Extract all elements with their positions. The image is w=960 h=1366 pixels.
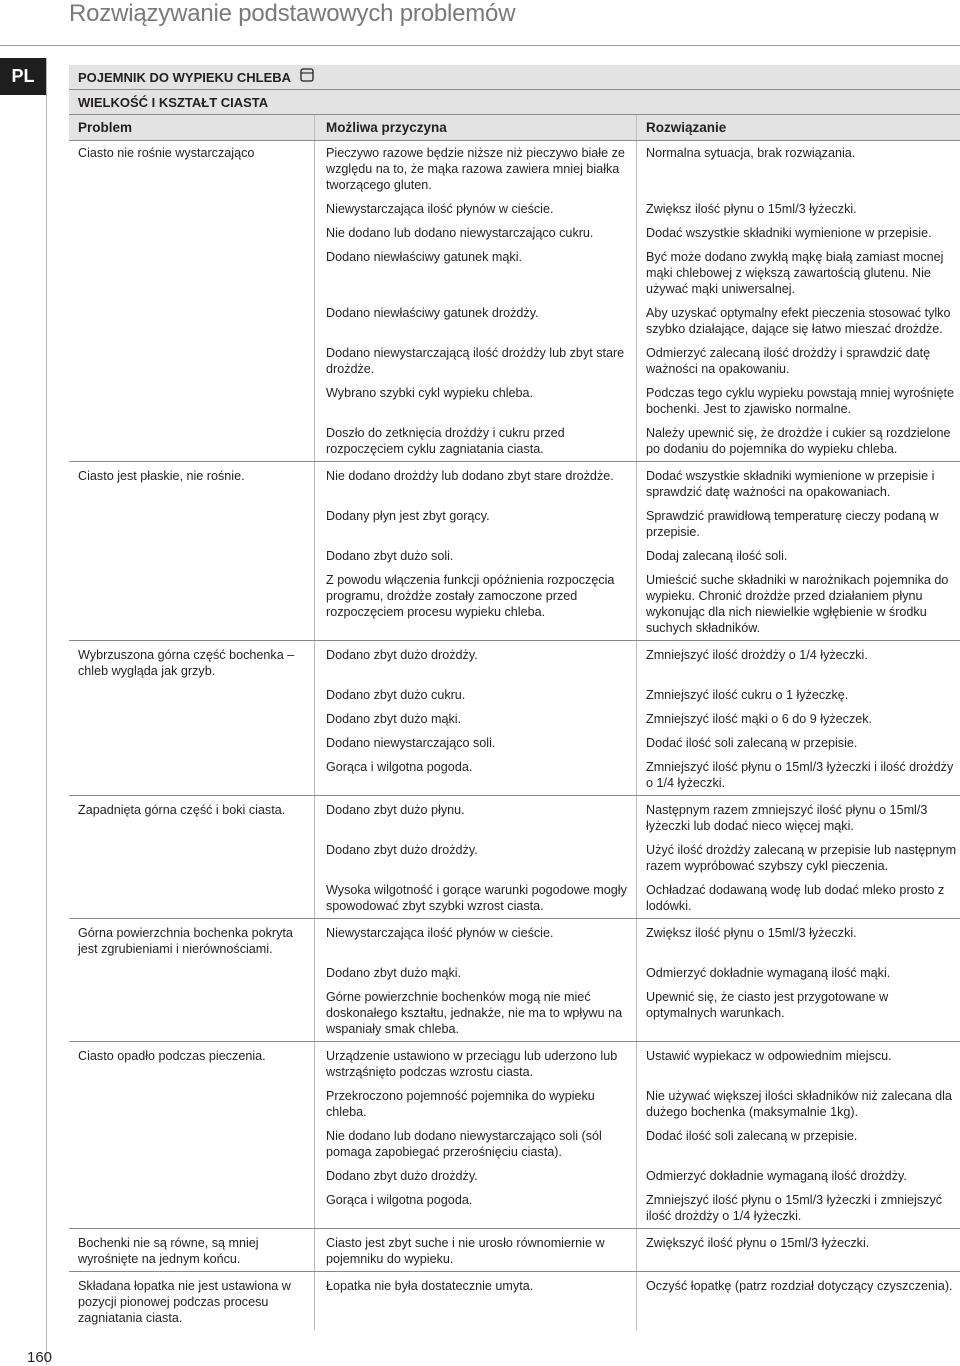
solution-cell: Sprawdzić prawidłową temperaturę cieczy podaną w przepisie.: [646, 509, 939, 539]
cause-cell: Dodano zbyt dużo cukru.: [315, 683, 637, 707]
table-row: [69, 301, 960, 341]
problem-cell: Ciasto jest płaskie, nie rośnie.: [69, 462, 315, 504]
problem-cell: [69, 1124, 315, 1164]
problem-cell: [69, 838, 315, 878]
cause-cell: Dodano niewystarczającą ilość drożdży lub zbyt stare drożdże.: [315, 341, 637, 381]
cause-cell: Z powodu włączenia funkcji opóźnienia rozpoczęcia programu, drożdże zostały zamoczone przed rozpoczęciem procesu wypieku chleba.: [315, 568, 637, 640]
table-row: [69, 795, 960, 838]
table-row: [69, 568, 960, 640]
problem-cell: [69, 985, 315, 1041]
solution-cell: Ochładzać dodawaną wodę lub dodać mleko prosto z lodówki.: [646, 883, 945, 913]
cause-cell: Ciasto jest zbyt suche i nie urosło równomiernie w pojemniku do wypieku.: [315, 1229, 637, 1271]
problem-cell: [69, 421, 315, 461]
solution-cell: Zmniejszyć ilość cukru o 1 łyżeczkę.: [646, 688, 849, 702]
cause-cell: Przekroczono pojemność pojemnika do wypieku chleba.: [315, 1084, 637, 1124]
cause-cell: Niewystarczająca ilość płynów w cieście.: [315, 197, 637, 221]
table-row: [69, 544, 960, 568]
solution-cell: Dodać wszystkie składniki wymienione w przepisie.: [646, 226, 932, 240]
table-row: [69, 221, 960, 245]
troubleshooting-section: [69, 58, 960, 1330]
section-title: POJEMNIK DO WYPIEKU CHLEBA: [78, 70, 291, 85]
problem-cell: Wybrzuszona górna część bochenka – chleb wygląda jak grzyb.: [69, 641, 315, 683]
cause-cell: Górne powierzchnie bochenków mogą nie mieć doskonałego kształtu, jednakże, nie ma to wpływu na wspaniały smak chleba.: [315, 985, 637, 1041]
solution-cell: Nie używać większej ilości składników niż zalecana dla dużego bochenka (maksymalnie 1kg).: [646, 1089, 952, 1119]
top-divider: [0, 45, 960, 46]
table-row: [69, 838, 960, 878]
table-row: [69, 1188, 960, 1228]
cause-cell: Łopatka nie była dostatecznie umyta.: [315, 1272, 637, 1330]
problem-cell: Bochenki nie są równe, są mniej wyrośnięte na jednym końcu.: [69, 1229, 315, 1271]
page-number: 160: [27, 1349, 53, 1366]
solution-cell: Następnym razem zmniejszyć ilość płynu o 15ml/3 łyżeczki lub dodać nieco więcej mąki.: [646, 803, 928, 833]
table-row: [69, 421, 960, 461]
solution-cell: Oczyść łopatkę (patrz rozdział dotyczący czyszczenia).: [646, 1279, 953, 1293]
cause-cell: Dodano niewystarczająco soli.: [315, 731, 637, 755]
table-row: [69, 1041, 960, 1084]
solution-cell: Ustawić wypiekacz w odpowiednim miejscu.: [646, 1049, 892, 1063]
problem-cell: [69, 504, 315, 544]
cause-cell: Dodano zbyt dużo mąki.: [315, 961, 637, 985]
solution-cell: Zwiększ ilość płynu o 15ml/3 łyżeczki.: [646, 202, 857, 216]
cause-cell: Dodano zbyt dużo drożdży.: [315, 838, 637, 878]
solution-cell: Odmierzyć dokładnie wymaganą ilość drożdży.: [646, 1169, 907, 1183]
problem-cell: Ciasto opadło podczas pieczenia.: [69, 1042, 315, 1084]
solution-cell: Być może dodano zwykłą mąkę białą zamiast mocnej mąki chlebowej z większą zawartością glutenu. Nie używać mąki uniwersalnej.: [646, 250, 944, 296]
column-header-solution: Rozwiązanie: [646, 120, 727, 135]
cause-cell: Gorąca i wilgotna pogoda.: [315, 755, 637, 795]
section-title-bar: [69, 65, 960, 90]
table-row: [69, 245, 960, 301]
cause-cell: Wysoka wilgotność i gorące warunki pogodowe mogły spowodować zbyt szybki wzrost ciasta.: [315, 878, 637, 918]
table-row: [69, 1271, 960, 1330]
cause-cell: Gorąca i wilgotna pogoda.: [315, 1188, 637, 1228]
solution-cell: Dodać ilość soli zalecaną w przepisie.: [646, 736, 858, 750]
table-row: [69, 918, 960, 961]
cause-cell: Dodany płyn jest zbyt gorący.: [315, 504, 637, 544]
solution-cell: Podczas tego cyklu wypieku powstają mniej wyrośnięte bochenki. Jest to zjawisko normalne.: [646, 386, 954, 416]
solution-cell: Upewnić się, że ciasto jest przygotowane w optymalnych warunkach.: [646, 990, 889, 1020]
problem-cell: [69, 878, 315, 918]
cause-cell: Doszło do zetknięcia drożdży i cukru przed rozpoczęciem cyklu zagniatania ciasta.: [315, 421, 637, 461]
solution-cell: Zmniejszyć ilość mąki o 6 do 9 łyżeczek.: [646, 712, 873, 726]
problem-cell: [69, 301, 315, 341]
table-row: [69, 961, 960, 985]
table-row: [69, 504, 960, 544]
cause-cell: Dodano zbyt dużo soli.: [315, 544, 637, 568]
language-tab: PL: [0, 58, 46, 95]
problem-cell: [69, 1164, 315, 1188]
page-title: Rozwiązywanie podstawowych problemów: [69, 0, 516, 27]
solution-cell: Zwiększ ilość płynu o 15ml/3 łyżeczki.: [646, 926, 857, 940]
solution-cell: Umieścić suche składniki w narożnikach pojemnika do wypieku. Chronić drożdże przed działaniem płynu wykonując dla nich niewielkie wgłębienie w środku suchych składników.: [646, 573, 949, 635]
solution-cell: Aby uzyskać optymalny efekt pieczenia stosować tylko szybko działające, dające się łatwo mieszać drożdże.: [646, 306, 951, 336]
cause-cell: Dodano niewłaściwy gatunek mąki.: [315, 245, 637, 301]
cause-cell: Dodano zbyt dużo mąki.: [315, 707, 637, 731]
solution-cell: Zmniejszyć ilość płynu o 15ml/3 łyżeczki i ilość drożdży o 1/4 łyżeczki.: [646, 760, 954, 790]
table-row: [69, 878, 960, 918]
problem-cell: [69, 961, 315, 985]
cause-cell: Nie dodano lub dodano niewystarczająco cukru.: [315, 221, 637, 245]
cause-cell: Dodano zbyt dużo płynu.: [315, 796, 637, 838]
problem-cell: [69, 568, 315, 640]
cause-cell: Pieczywo razowe będzie niższe niż pieczywo białe ze względu na to, że mąka razowa zawiera mniej białka tworzącego gluten.: [315, 141, 637, 197]
cause-cell: Dodano zbyt dużo drożdży.: [315, 641, 637, 683]
table-row: [69, 755, 960, 795]
solution-cell: Normalna sytuacja, brak rozwiązania.: [646, 146, 856, 160]
cause-cell: Wybrano szybki cykl wypieku chleba.: [315, 381, 637, 421]
table-row: [69, 707, 960, 731]
table-row: [69, 985, 960, 1041]
problem-cell: Składana łopatka nie jest ustawiona w pozycji pionowej podczas procesu zagniatania ciasta.: [69, 1272, 315, 1330]
subsection-title: WIELKOŚĆ I KSZTAŁT CIASTA: [78, 95, 269, 110]
problem-cell: [69, 707, 315, 731]
table-row: [69, 197, 960, 221]
table-body: [69, 141, 960, 1330]
cause-cell: Nie dodano drożdży lub dodano zbyt stare drożdże.: [315, 462, 637, 504]
table-row: [69, 1164, 960, 1188]
problem-cell: [69, 381, 315, 421]
solution-cell: Zmniejszyć ilość drożdży o 1/4 łyżeczki.: [646, 648, 868, 662]
problem-cell: [69, 197, 315, 221]
problem-cell: [69, 1084, 315, 1124]
table-header: [69, 115, 960, 141]
table-row: [69, 683, 960, 707]
cause-cell: Nie dodano lub dodano niewystarczająco soli (sól pomaga zapobiegać przerośnięciu ciasta).: [315, 1124, 637, 1164]
problem-cell: Górna powierzchnia bochenka pokryta jest zgrubieniami i nierównościami.: [69, 919, 315, 961]
problem-cell: [69, 245, 315, 301]
cause-cell: Niewystarczająca ilość płynów w cieście.: [315, 919, 637, 961]
solution-cell: Zmniejszyć ilość płynu o 15ml/3 łyżeczki i zmniejszyć ilość drożdży o 1/4 łyżeczki.: [646, 1193, 943, 1223]
table-row: [69, 640, 960, 683]
problem-cell: [69, 731, 315, 755]
cause-cell: Dodano niewłaściwy gatunek drożdży.: [315, 301, 637, 341]
problem-cell: [69, 683, 315, 707]
cause-cell: Dodano zbyt dużo drożdży.: [315, 1164, 637, 1188]
table-row: [69, 381, 960, 421]
problem-cell: [69, 544, 315, 568]
problem-cell: [69, 1188, 315, 1228]
bread-pan-icon: [300, 65, 314, 90]
table-row: [69, 1124, 960, 1164]
table-row: [69, 731, 960, 755]
cause-cell: Urządzenie ustawiono w przeciągu lub uderzono lub wstrząśnięto podczas wzrostu ciasta.: [315, 1042, 637, 1084]
solution-cell: Dodać ilość soli zalecaną w przepisie.: [646, 1129, 858, 1143]
solution-cell: Odmierzyć dokładnie wymaganą ilość mąki.: [646, 966, 891, 980]
table-row: [69, 461, 960, 504]
problem-cell: [69, 221, 315, 245]
table-row: [69, 1084, 960, 1124]
solution-cell: Zwiększyć ilość płynu o 15ml/3 łyżeczki.: [646, 1236, 870, 1250]
solution-cell: Użyć ilość drożdży zalecaną w przepisie lub następnym razem wypróbować szybszy cykl pieczenia.: [646, 843, 957, 873]
column-header-cause: Możliwa przyczyna: [315, 115, 637, 140]
problem-cell: Zapadnięta górna część i boki ciasta.: [69, 796, 315, 838]
solution-cell: Należy upewnić się, że drożdże i cukier są rozdzielone po dodaniu do pojemnika do wypieku chleba.: [646, 426, 951, 456]
solution-cell: Dodaj zalecaną ilość soli.: [646, 549, 788, 563]
problem-cell: [69, 755, 315, 795]
solution-cell: Dodać wszystkie składniki wymienione w przepisie i sprawdzić datę ważności na opakowaniach.: [646, 469, 935, 499]
left-margin-rule: [46, 58, 47, 1365]
problem-cell: [69, 341, 315, 381]
problem-cell: Ciasto nie rośnie wystarczająco: [69, 141, 315, 197]
subsection-title-bar: [69, 90, 960, 115]
table-row: [69, 1228, 960, 1271]
table-row: [69, 341, 960, 381]
column-header-problem: Problem: [69, 115, 315, 140]
solution-cell: Odmierzyć zalecaną ilość drożdży i sprawdzić datę ważności na opakowaniu.: [646, 346, 931, 376]
table-row: [69, 141, 960, 197]
